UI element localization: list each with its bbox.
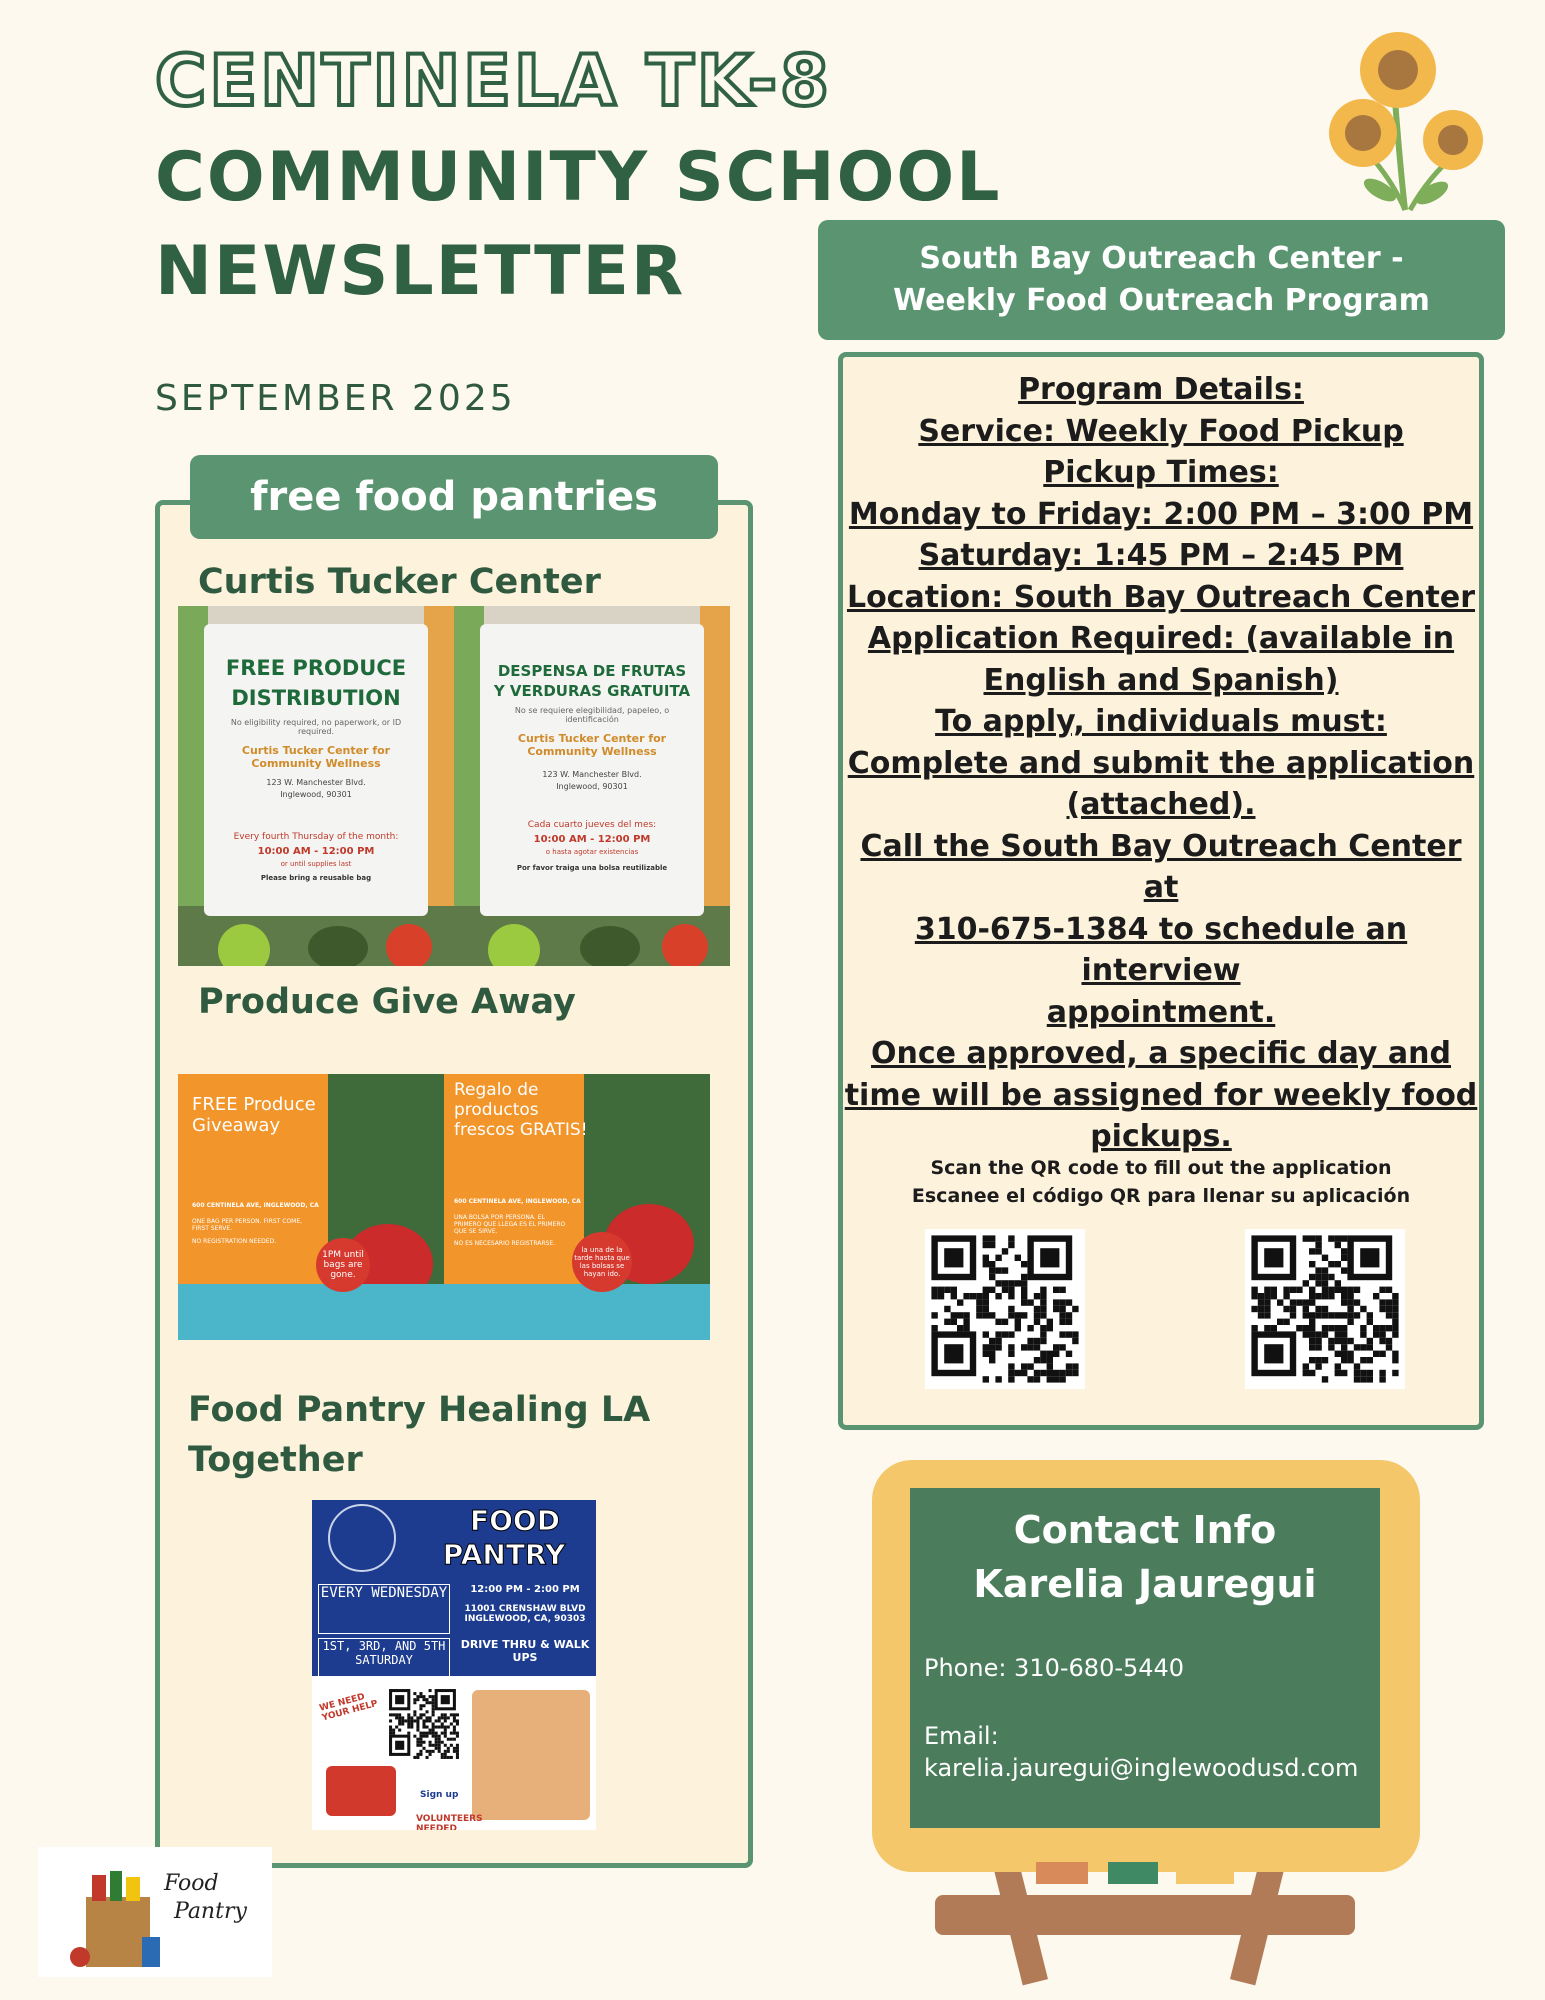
contact-phone: Phone: 310-680-5440 bbox=[924, 1654, 1185, 1682]
giveaway-en-b1: ONE BAG PER PERSON. FIRST COME, FIRST SERVE. bbox=[192, 1218, 303, 1232]
flyer-en-bag: Please bring a reusable bag bbox=[260, 874, 372, 882]
qr-caption-en: Scan the QR code to fill out the application bbox=[930, 1157, 1392, 1179]
giveaway-es-title: Regalo de productos frescos GRATIS! bbox=[454, 1080, 588, 1140]
qr-code-icon[interactable] bbox=[386, 1686, 462, 1762]
flyer-en-when: Every fourth Thursday of the month: bbox=[233, 832, 399, 842]
program-details-text bbox=[843, 369, 1479, 1158]
produce-give-away-heading: Produce Give Away bbox=[198, 982, 576, 1022]
flyer-en-title2: DISTRIBUTION bbox=[231, 686, 401, 710]
flyer-en-sub: No eligibility required, no paperwork, or ID required. bbox=[230, 718, 402, 736]
food-pantry-logo bbox=[38, 1847, 272, 1977]
curtis-tucker-flyer bbox=[178, 606, 730, 966]
cooler-icon bbox=[326, 1766, 396, 1816]
details-line: Call the South Bay Outreach Center at bbox=[860, 828, 1462, 905]
details-line: Once approved, a specific day and bbox=[870, 1036, 1452, 1071]
details-line: English and Spanish) bbox=[983, 662, 1339, 698]
details-line: Location: South Bay Outreach Center bbox=[846, 579, 1476, 615]
easel-tray bbox=[935, 1895, 1355, 1935]
giveaway-en bbox=[178, 1074, 444, 1340]
flyer-es-title1: DESPENSA DE FRUTAS bbox=[497, 662, 687, 680]
giveaway-en-title: FREE Produce Giveaway bbox=[192, 1094, 316, 1136]
details-line: Complete and submit the application bbox=[847, 745, 1475, 781]
outreach-banner bbox=[818, 220, 1505, 340]
healing-la-heading-line1: Food Pantry Healing LA bbox=[188, 1390, 651, 1430]
flyer-en-time: 10:00 AM - 12:00 PM bbox=[257, 846, 375, 857]
flyer3-title1: FOOD bbox=[470, 1504, 560, 1537]
flyer-es bbox=[454, 606, 730, 966]
flyer-es-addr1: 123 W. Manchester Blvd. bbox=[542, 770, 642, 779]
contact-title: Contact Info bbox=[1013, 1508, 1277, 1552]
flyer-en-addr1: 123 W. Manchester Blvd. bbox=[266, 778, 366, 787]
giveaway-es-b2: NO ES NECESARIO REGISTRARSE. bbox=[454, 1240, 556, 1247]
qr-code-icon[interactable] bbox=[1245, 1229, 1405, 1389]
qr-code-icon[interactable] bbox=[925, 1229, 1085, 1389]
program-details-box bbox=[838, 352, 1484, 1430]
contact-board bbox=[910, 1488, 1380, 1828]
qr-caption-es: Escanee el código QR para llenar su aplicación bbox=[911, 1185, 1411, 1207]
giveaway-es-b1: UNA BOLSA POR PERSONA. EL PRIMERO QUE LLEGA ES EL PRIMERO QUE SE SIRVE. bbox=[454, 1214, 566, 1235]
details-line: Service: Weekly Food Pickup bbox=[918, 413, 1404, 449]
newsletter-title-line1: CENTINELA TK-8 bbox=[155, 40, 832, 122]
flyer3-sat: 1ST, 3RD, AND 5TH SATURDAY bbox=[318, 1638, 450, 1686]
chalk-eraser-icon bbox=[1108, 1862, 1158, 1884]
flyer3-time: 12:00 PM - 2:00 PM bbox=[470, 1584, 580, 1595]
newsletter-title-line3: NEWSLETTER bbox=[155, 232, 686, 311]
giveaway-en-addr: 600 CENTINELA AVE, INGLEWOOD, CA bbox=[192, 1202, 319, 1209]
flyer-es-addr2: Inglewood, 90301 bbox=[556, 782, 628, 791]
flyer3-every: EVERY WEDNESDAY bbox=[318, 1584, 450, 1634]
details-line: pickups. bbox=[1090, 1119, 1232, 1154]
details-line: appointment. bbox=[1046, 994, 1276, 1030]
free-food-pantries-heading: free food pantries bbox=[190, 455, 718, 539]
healing-la-heading-line2: Together bbox=[188, 1440, 363, 1480]
flyer-es-bag: Por favor traiga una bolsa reutilizable bbox=[516, 864, 668, 872]
flyer-es-note: o hasta agotar existencias bbox=[545, 848, 639, 856]
flyer-es-center: Curtis Tucker Center for Community Wellness bbox=[517, 732, 667, 758]
flyer-en bbox=[178, 606, 454, 966]
giveaway-es-addr: 600 CENTINELA AVE, INGLEWOOD, CA bbox=[454, 1198, 581, 1205]
newsletter-date: SEPTEMBER 2025 bbox=[155, 378, 516, 419]
flyer-en-addr2: Inglewood, 90301 bbox=[280, 790, 352, 799]
flyer-es-when: Cada cuarto jueves del mes: bbox=[527, 820, 657, 830]
details-line: time will be assigned for weekly food bbox=[844, 1077, 1478, 1113]
flyer3-help: WE NEED YOUR HELP bbox=[318, 1692, 379, 1724]
details-line: Pickup Times: bbox=[1043, 455, 1279, 490]
flyer-en-center: Curtis Tucker Center for Community Wellness bbox=[241, 744, 391, 770]
details-line: Application Required: (available in bbox=[867, 621, 1455, 656]
details-line: 310-675-1384 to schedule an interview bbox=[914, 911, 1408, 988]
flyer-es-title2: Y VERDURAS GRATUITA bbox=[493, 682, 691, 700]
flyer-en-note: or until supplies last bbox=[280, 860, 352, 868]
curtis-tucker-heading: Curtis Tucker Center bbox=[198, 562, 601, 602]
details-line: Monday to Friday: 2:00 PM – 3:00 PM bbox=[848, 496, 1474, 532]
grocery-bag-icon bbox=[68, 1867, 168, 1972]
food-logo-line2: Pantry bbox=[174, 1899, 247, 1924]
details-line: To apply, individuals must: bbox=[935, 704, 1387, 739]
healing-la-flyer bbox=[312, 1500, 596, 1830]
flyer3-addr: 11001 CRENSHAW BLVD INGLEWOOD, CA, 90303 bbox=[464, 1604, 586, 1624]
sunflowers-icon bbox=[1320, 25, 1490, 215]
flyer3-signup[interactable]: Sign up bbox=[420, 1790, 459, 1800]
flyer3-title2: PANTRY bbox=[442, 1538, 566, 1571]
details-line: Saturday: 1:45 PM – 2:45 PM bbox=[918, 538, 1404, 573]
outreach-banner-text: South Bay Outreach Center - Weekly Food Outreach Program bbox=[893, 241, 1430, 318]
contact-email-label: Email: bbox=[924, 1722, 999, 1750]
chalk-eraser-icon bbox=[1036, 1862, 1088, 1884]
contact-name: Karelia Jauregui bbox=[973, 1562, 1317, 1606]
giveaway-es bbox=[444, 1074, 710, 1340]
giveaway-en-b2: NO REGISTRATION NEEDED. bbox=[192, 1238, 277, 1245]
giveaway-en-badge: 1PM until bags are gone. bbox=[316, 1238, 370, 1292]
produce-giveaway-flyer bbox=[178, 1074, 710, 1340]
details-line: (attached). bbox=[1066, 787, 1256, 822]
flyer3-volunteers: VOLUNTEERS NEEDED bbox=[416, 1814, 483, 1830]
contact-email[interactable]: karelia.jauregui@inglewoodusd.com bbox=[924, 1754, 1359, 1782]
newsletter-title-line2: COMMUNITY SCHOOL bbox=[155, 138, 1002, 217]
flyer-es-sub: No se requiere elegibilidad, papeleo, o identificación bbox=[514, 706, 670, 724]
food-logo-line1: Food bbox=[164, 1871, 219, 1896]
chalk-eraser-icon bbox=[1176, 1862, 1234, 1884]
flyer3-drive: DRIVE THRU & WALK UPS bbox=[460, 1638, 590, 1664]
giveaway-es-badge: la una de la tarde hasta que las bolsas se hayan ido. bbox=[572, 1232, 632, 1292]
flyer-es-time: 10:00 AM - 12:00 PM bbox=[533, 834, 651, 845]
details-line: Program Details: bbox=[1018, 372, 1304, 407]
grocery-bag-icon bbox=[472, 1690, 590, 1820]
flyer-en-title1: FREE PRODUCE bbox=[225, 656, 407, 680]
healing-la-logo-icon bbox=[328, 1504, 396, 1572]
